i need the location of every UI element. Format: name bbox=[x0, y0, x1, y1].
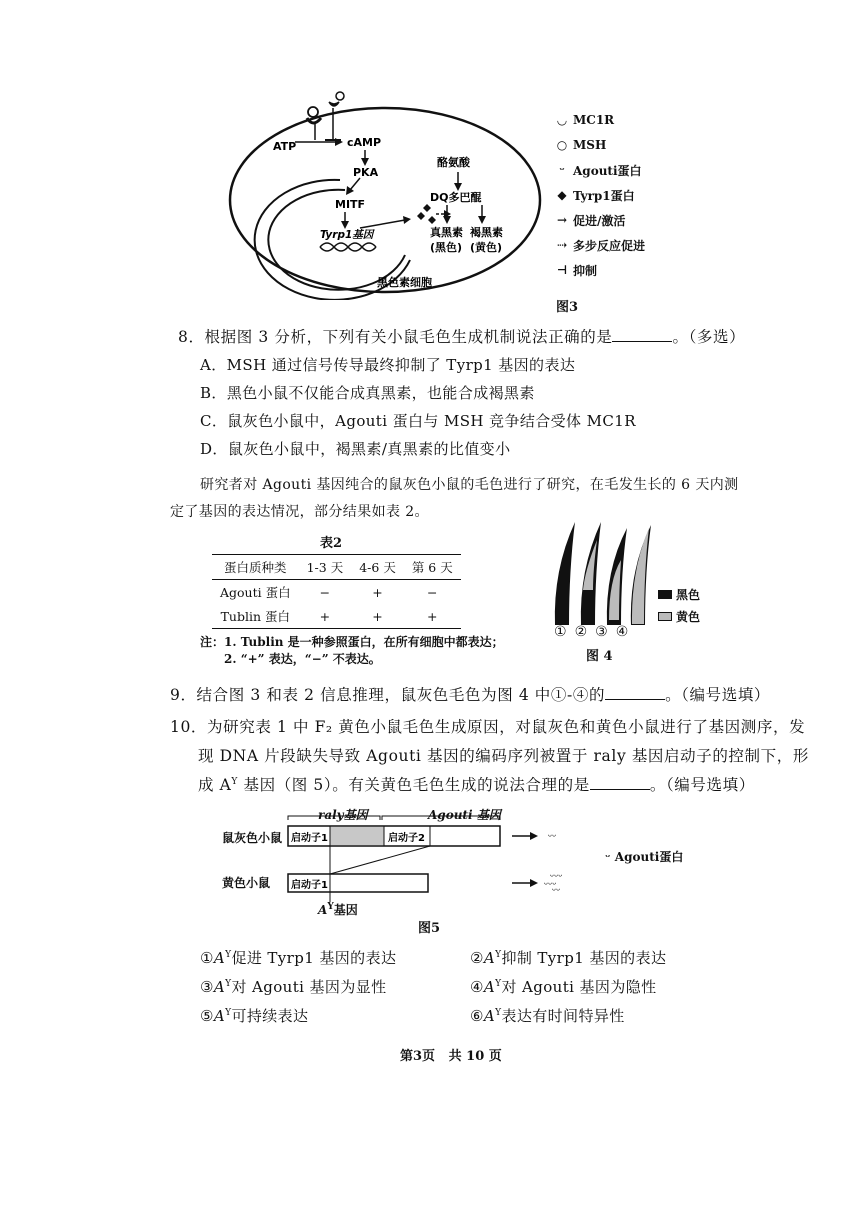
svg-text:ᵕᵕᵕ: ᵕᵕᵕ bbox=[550, 872, 563, 883]
legend-black-label: 黑色 bbox=[676, 588, 701, 602]
q10-option-5: $⑤A^Y$可持续表达 bbox=[200, 1007, 309, 1025]
legend-label: Tyrp1蛋白 bbox=[573, 188, 635, 203]
inhibit-icon: ⊣ bbox=[556, 263, 568, 277]
table2-wrapper bbox=[212, 554, 461, 629]
table2-header: 4-6 天 bbox=[359, 560, 396, 575]
figure-5-diagram bbox=[282, 812, 602, 912]
q10-option-3: $③A^Y$对 Agouti 基因为显性 bbox=[200, 978, 387, 996]
fig5-ay-label: $A^Y$基因 bbox=[318, 902, 358, 917]
legend-label: Agouti蛋白 bbox=[573, 163, 642, 178]
msh-icon: ○ bbox=[556, 138, 568, 152]
table2-cell: + bbox=[427, 608, 438, 624]
legend-label: 多步反应促进 bbox=[573, 238, 646, 253]
fig3-camp: cAMP bbox=[347, 136, 382, 149]
legend-yellow-label: 黄色 bbox=[676, 610, 701, 624]
intro-line-2: 定了基因的表达情况，部分结果如表 2。 bbox=[170, 504, 429, 520]
fig5-promoter1-top: 启动子1 bbox=[291, 833, 328, 844]
fig4-legend bbox=[658, 586, 700, 625]
table2-cell: − bbox=[319, 584, 331, 600]
fig3-tyrp1-gene: Tyrp1基因 bbox=[320, 229, 374, 241]
table2-header: 第 6 天 bbox=[411, 560, 453, 575]
tyrp1-protein-shape bbox=[417, 212, 425, 220]
fig4-caption: 图 4 bbox=[586, 649, 613, 664]
msh-circle bbox=[308, 107, 318, 117]
table-row bbox=[212, 604, 461, 629]
q10-line-1: 10．为研究表 1 中 F₂ 黄色小鼠毛色生成原因，对鼠灰色和黄色小鼠进行了基因测序，发 bbox=[170, 718, 806, 736]
q9-stem: 9．结合图 3 和表 2 信息推理，鼠灰色毛色为图 4 中①-④的 。（编号选填） bbox=[170, 686, 771, 704]
mc1r-icon: ◡ bbox=[556, 113, 568, 127]
q8-option-b: B．黑色小鼠不仅能合成真黑素，也能合成褐黑素 bbox=[200, 384, 535, 402]
fig5-grey-mouse-label: 鼠灰色小鼠 bbox=[222, 831, 283, 845]
agouti-icon: ᵕ bbox=[559, 163, 565, 177]
table2-cell: + bbox=[372, 584, 383, 600]
black-swatch-icon bbox=[658, 590, 672, 599]
fig5-raly-label: raly基因 bbox=[318, 808, 368, 822]
fig3-eumelanin: 真黑素 bbox=[430, 226, 463, 239]
fig3-tyrosine: 酪氨酸 bbox=[437, 156, 470, 169]
yellow-swatch-icon bbox=[658, 612, 672, 621]
q10-line-3: 成 $A^Y$ 基因（图 5）。有关黄色毛色生成的说法合理的是 。（编号选填） bbox=[198, 776, 755, 794]
fig5-agouti-protein-legend: ᵕ Agouti蛋白 bbox=[605, 850, 684, 864]
agouti-protein-icon: ᵕ bbox=[605, 850, 611, 864]
fig3-pka: PKA bbox=[353, 166, 379, 179]
q8-stem: 8．根据图 3 分析，下列有关小鼠毛色生成机制说法正确的是 。（多选） bbox=[178, 328, 746, 346]
q8-option-c: C．鼠灰色小鼠中，Agouti 蛋白与 MSH 竞争结合受体 MC1R bbox=[200, 412, 636, 430]
fig4-numbers: ①②③④ bbox=[554, 624, 637, 640]
fig5-caption: 图5 bbox=[418, 921, 441, 936]
fig3-mitf: MITF bbox=[335, 198, 366, 211]
q8-option-a: A．MSH 通过信号传导最终抑制了 Tyrp1 基因的表达 bbox=[200, 356, 576, 374]
fig3-dq-dopa: DQ多巴醌 bbox=[430, 191, 482, 204]
figure-4-hairs bbox=[545, 520, 655, 640]
legend-label: MC1R bbox=[573, 113, 615, 127]
fig3-legend bbox=[554, 110, 674, 280]
legend-label: 抑制 bbox=[573, 263, 598, 278]
q10-answer-blank[interactable] bbox=[590, 775, 650, 790]
q9-answer-blank[interactable] bbox=[605, 685, 665, 700]
figure-3-diagram bbox=[225, 90, 545, 300]
q8-answer-blank[interactable] bbox=[612, 327, 672, 342]
fig5-agouti-label: Agouti 基因 bbox=[428, 808, 501, 822]
table2-note-1: 注：1. Tublin 是一种参照蛋白，在所有细胞中都表达； bbox=[200, 635, 504, 649]
table2-cell: Agouti 蛋白 bbox=[220, 585, 291, 600]
table-row bbox=[212, 580, 461, 605]
table2-cell: + bbox=[372, 608, 383, 624]
table2-cell: − bbox=[427, 584, 438, 600]
legend-label: MSH bbox=[573, 138, 607, 152]
table2-cell: Tublin 蛋白 bbox=[220, 609, 291, 624]
q10-option-1: $①A^Y$促进 Tyrp1 基因的表达 bbox=[200, 949, 397, 967]
arrow-icon: → bbox=[556, 213, 568, 227]
fig5-promoter1-bottom: 启动子1 bbox=[291, 880, 328, 891]
fig3-atp: ATP bbox=[273, 140, 297, 153]
tyrp1-protein-icon: ◆ bbox=[557, 188, 567, 202]
table2-title: 表2 bbox=[320, 536, 343, 551]
agouti-shape-top bbox=[329, 102, 339, 106]
intro-line-1: 研究者对 Agouti 基因纯合的鼠灰色小鼠的毛色进行了研究，在毛发生长的 6 天内测 bbox=[200, 477, 739, 493]
table2-header: 蛋白质种类 bbox=[224, 560, 287, 575]
fig3-pheomelanin: 褐黑素 bbox=[470, 226, 503, 239]
table2-note-2: 2. “+” 表达，“−” 不表达。 bbox=[224, 652, 381, 666]
fig5-promoter2: 启动子2 bbox=[388, 833, 425, 844]
fig3-caption: 图3 bbox=[556, 300, 579, 315]
q10-option-6: $⑥A^Y$表达有时间特异性 bbox=[470, 1007, 625, 1025]
hair-1 bbox=[555, 522, 575, 625]
svg-text:ᵕᵕ: ᵕᵕ bbox=[552, 886, 561, 897]
fig5-yellow-mouse-label: 黄色小鼠 bbox=[222, 876, 271, 890]
q10-option-2: $②A^Y$抑制 Tyrp1 基因的表达 bbox=[470, 949, 667, 967]
fig3-pheomelanin-color: (黄色) bbox=[470, 241, 503, 254]
legend-label: 促进/激活 bbox=[573, 213, 626, 228]
q10-line-2: 现 DNA 片段缺失导致 Agouti 基因的编码序列被置于 raly 基因启动子的控制下，形 bbox=[198, 747, 809, 765]
table-2 bbox=[212, 554, 461, 629]
fig3-eumelanin-color: (黑色) bbox=[430, 241, 463, 254]
table2-header: 1-3 天 bbox=[306, 560, 344, 575]
svg-text:ᵕᵕ: ᵕᵕ bbox=[548, 832, 557, 843]
fig3-cell-label: 黑色素细胞 bbox=[377, 276, 432, 289]
table2-cell: + bbox=[319, 608, 331, 624]
q8-option-d: D．鼠灰色小鼠中，褐黑素/真黑素的比值变小 bbox=[200, 440, 511, 458]
q10-option-4: $④A^Y$对 Agouti 基因为隐性 bbox=[470, 978, 657, 996]
dashed-arrow-icon: ⇢ bbox=[556, 238, 568, 252]
page-footer: 第3页 共 10 页 bbox=[400, 1049, 502, 1064]
svg-text:ᵕᵕᵕ: ᵕᵕᵕ bbox=[544, 880, 557, 891]
